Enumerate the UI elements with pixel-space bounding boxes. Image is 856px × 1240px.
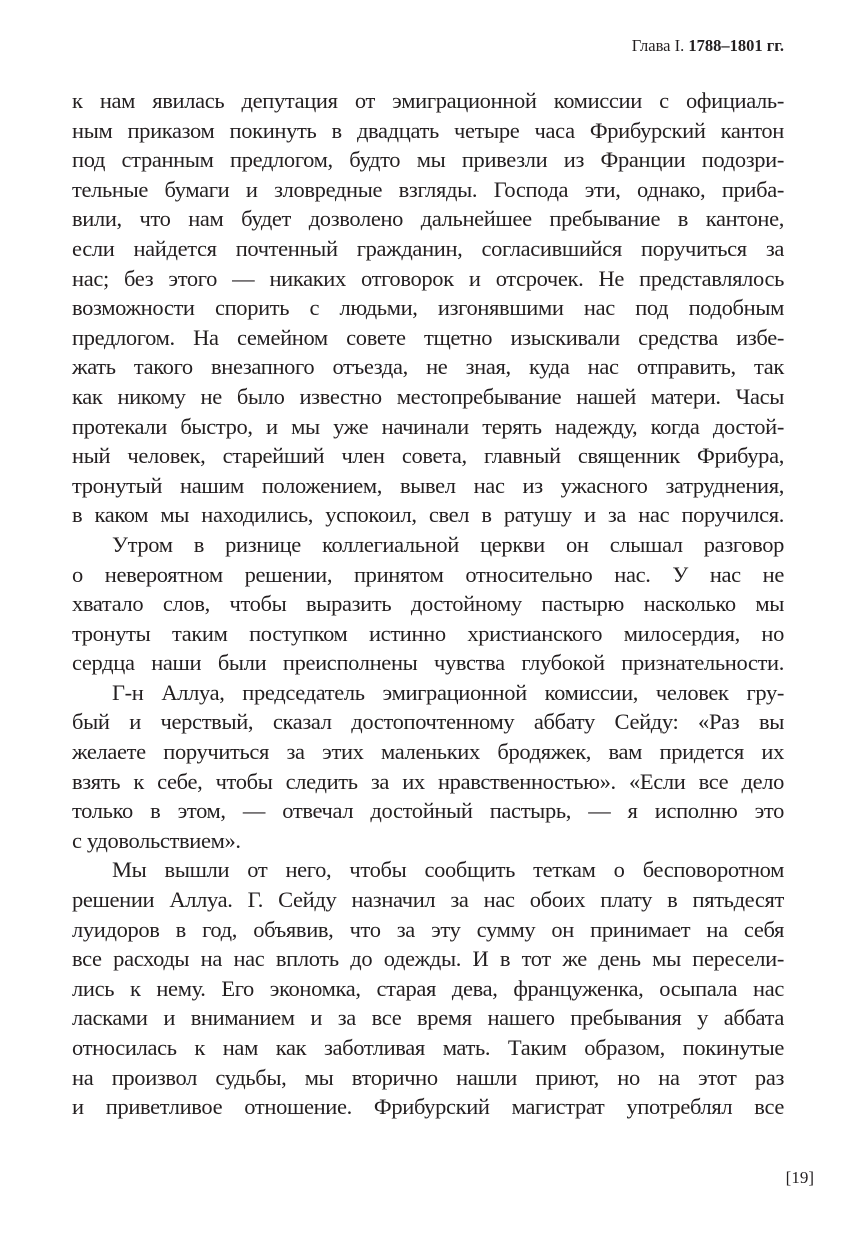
text-line: если найдется почтенный гражданин, согласившийся поручиться за: [72, 235, 784, 261]
text-line: луидоров в год, объявив, что за эту сумму он принимает на себя: [72, 916, 784, 942]
text-line: под странным предлогом, будто мы привезли из Франции подозри-: [72, 147, 784, 173]
paragraph: [72, 855, 784, 1121]
text-line: жать такого внезапного отъезда, не зная, куда нас отправить, так: [72, 354, 784, 380]
chapter-label: Глава I.: [631, 36, 685, 55]
text-line: возможности спорить с людьми, изгонявшими нас под подобным: [72, 295, 784, 321]
text-line: к нам явилась депутация от эмиграционной комиссии с официаль-: [72, 88, 784, 113]
text-line: относилась к нам как заботливая мать. Таким образом, покинутые: [72, 1035, 784, 1060]
text-line: ласками и вниманием и за все время нашего пребывания у аббата: [72, 1005, 784, 1031]
body-text: [72, 86, 784, 1122]
text-line: предлогом. На семейном совете тщетно изыскивали средства избе-: [72, 324, 784, 350]
text-line: в каком мы находились, успокоил, свел в ратушу и за нас поручился.: [72, 502, 784, 528]
text-line: нас; без этого — никаких отговорок и отсрочек. Не представлялось: [72, 265, 784, 291]
text-line: все расходы на нас вплоть до одежды. И в тот же день мы пересели-: [72, 946, 784, 972]
text-line: желаете поручиться за этих маленьких бродяжек, вам придется их: [72, 739, 784, 765]
text-line: с удовольствием».: [72, 827, 241, 853]
paragraph: [72, 86, 784, 530]
text-line: тронутый нашим положением, вывел нас из ужасного затруднения,: [72, 472, 784, 498]
text-line: ный человек, старейший член совета, главный священник Фрибура,: [72, 443, 784, 469]
text-line: ным приказом покинуть в двадцать четыре часа Фрибурский кантон: [72, 117, 784, 143]
text-line: только в этом, — отвечал достойный пастырь, — я исполню это: [72, 798, 784, 824]
text-line: протекали быстро, и мы уже начинали терять надежду, когда достой-: [72, 413, 784, 439]
text-line: Утром в ризнице коллегиальной церкви он слышал разговор: [112, 531, 784, 557]
text-line: тельные бумаги и зловредные взгляды. Господа эти, однако, приба-: [72, 176, 784, 202]
text-line: взять к себе, чтобы следить за их нравственностью». «Если все дело: [72, 768, 784, 794]
text-line: бый и черствый, сказал достопочтенному аббату Сейду: «Раз вы: [72, 709, 784, 735]
page-number: [19]: [785, 1168, 814, 1187]
chapter-date-range: 1788–1801 гг.: [688, 36, 784, 55]
text-line: и приветливое отношение. Фрибурский магистрат употреблял все: [72, 1094, 784, 1120]
paragraph: [72, 530, 784, 678]
text-line: о невероятном решении, принятом относительно нас. У нас не: [72, 561, 784, 587]
text-line: хватало слов, чтобы выразить достойному пастырю насколько мы: [72, 591, 784, 617]
text-line: вили, что нам будет дозволено дальнейшее пребывание в кантоне,: [72, 206, 784, 232]
text-line: на произвол судьбы, мы вторично нашли приют, но на этот раз: [72, 1064, 784, 1090]
running-head: [632, 36, 784, 56]
text-line: сердца наши были преисполнены чувства глубокой признательности.: [72, 650, 784, 676]
text-line: лись к нему. Его экономка, старая дева, француженка, осыпала нас: [72, 975, 784, 1001]
text-line: решении Аллуа. Г. Сейду назначил за нас обоих плату в пятьдесят: [72, 887, 784, 913]
text-line: тронуты таким поступком истинно христианского милосердия, но: [72, 620, 784, 646]
text-line: Мы вышли от него, чтобы сообщить теткам о бесповоротном: [112, 857, 784, 883]
paragraph: [72, 678, 784, 856]
text-line: как никому не было известно местопребывание нашей матери. Часы: [72, 383, 784, 409]
text-line: Г-н Аллуа, председатель эмиграционной комиссии, человек гру-: [112, 679, 784, 705]
